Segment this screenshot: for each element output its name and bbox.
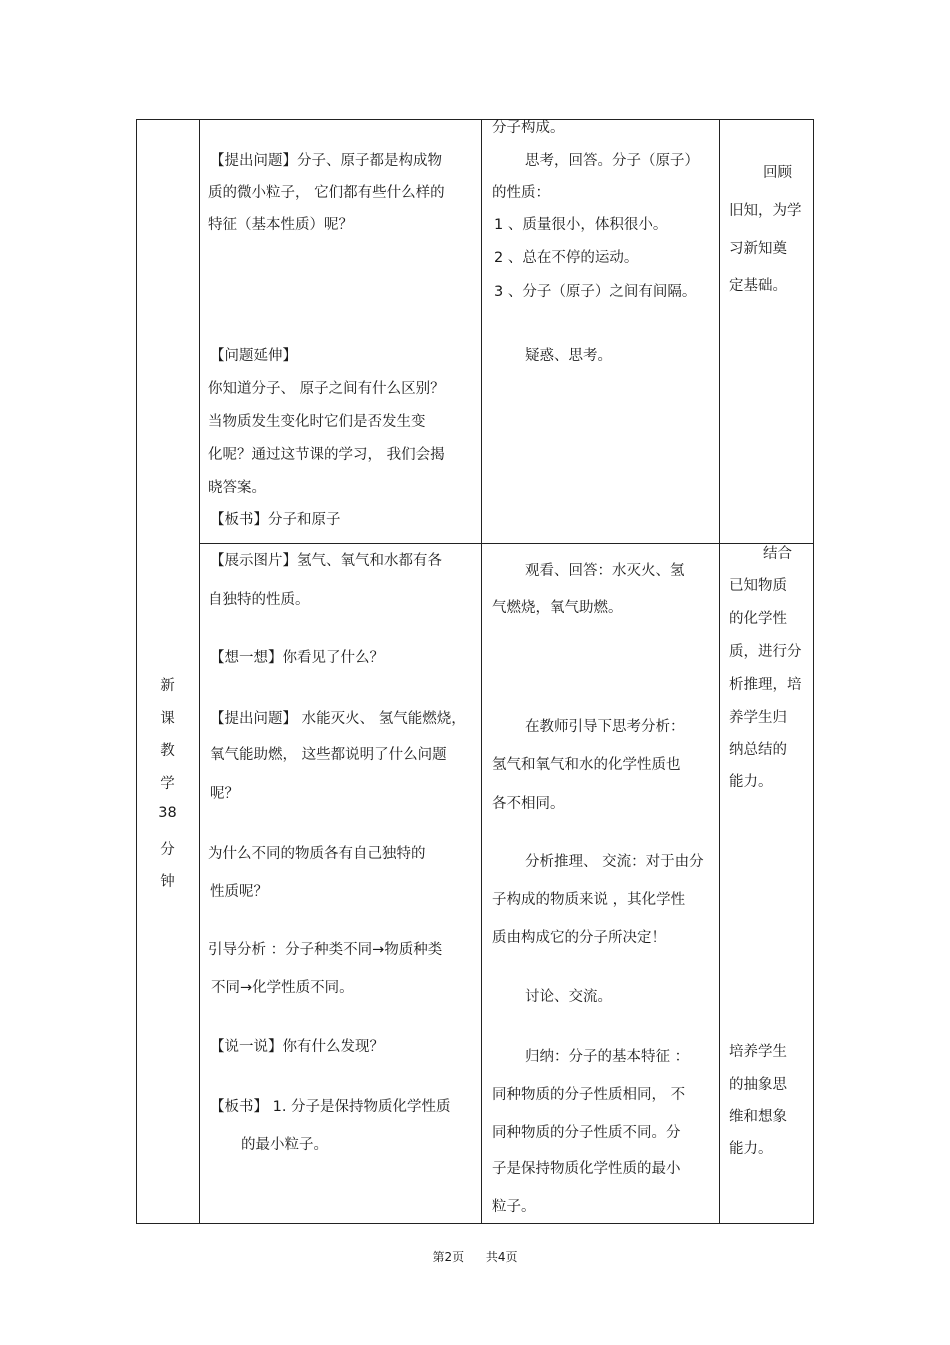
- student-line: 氢气和氧气和水的化学性质也: [492, 757, 681, 773]
- column-divider-2: [481, 119, 482, 1224]
- teacher-line: 引导分析 ：分子种类不同→物质种类: [208, 942, 443, 958]
- teacher-line: 为什么不同的物质各有自己独特的: [208, 846, 426, 862]
- intent-line: 质，进行分: [729, 644, 802, 660]
- teacher-line: 自独特的性质。: [208, 592, 310, 608]
- page-footer: [0, 1248, 950, 1265]
- student-line: 分析推理、 交流：对于由分: [525, 854, 704, 870]
- teacher-line: 化呢？通过这节课的学习， 我们会揭: [208, 447, 445, 463]
- intent-line: 回顾: [763, 165, 792, 181]
- teacher-line: 【板书】 1. 分子是保持物质化学性质: [210, 1099, 451, 1115]
- table-bottom-border: [136, 1223, 814, 1224]
- page-total: 共4页: [485, 1250, 518, 1264]
- teacher-line: 【提出问题】 水能灭火、 氢气能燃烧，: [210, 711, 466, 727]
- teacher-line: 【想一想】你看见了什么？: [210, 650, 384, 666]
- teacher-line: 【问题延伸】: [210, 348, 297, 364]
- student-line: 质由构成它的分子所决定！: [492, 930, 666, 946]
- student-line: 分子构成。: [492, 120, 565, 136]
- section-label-char: 教: [160, 743, 175, 759]
- teacher-line: 当物质发生变化时它们是否发生变: [208, 414, 426, 430]
- intent-line: 已知物质: [729, 578, 787, 594]
- table-top-border: [136, 119, 814, 120]
- intent-line: 旧知，为学: [729, 203, 802, 219]
- page-number: 第2页: [432, 1250, 465, 1264]
- column-divider-1: [199, 119, 200, 1224]
- section-label-char: 钟: [160, 874, 175, 890]
- section-label-char: 38: [158, 805, 177, 821]
- student-line: 气燃烧，氧气助燃。: [492, 600, 623, 616]
- section-label-char: 课: [160, 711, 175, 727]
- teacher-line: 呢？: [210, 786, 239, 802]
- student-line: 粒子。: [492, 1199, 536, 1215]
- student-line: 3 、分子（原子）之间有间隔。: [494, 284, 697, 300]
- teacher-line: 氧气能助燃， 这些都说明了什么问题: [210, 747, 447, 763]
- student-line: 同种物质的分子性质相同， 不: [492, 1087, 686, 1103]
- student-line: 归纳：分子的基本特征 ：: [525, 1049, 690, 1065]
- student-line: 2 、总在不停的运动。: [494, 250, 639, 266]
- teacher-line: 特征（基本性质）呢？: [208, 217, 353, 233]
- student-line: 疑惑、思考。: [525, 348, 612, 364]
- teacher-line: 的最小粒子。: [241, 1137, 328, 1153]
- teacher-line: 【提出问题】分子、原子都是构成物: [210, 153, 442, 169]
- student-line: 1 、质量很小，体积很小。: [494, 217, 668, 233]
- intent-line: 的抽象思: [729, 1077, 787, 1093]
- intent-line: 维和想象: [729, 1109, 787, 1125]
- section-label-char: 学: [160, 776, 175, 792]
- teacher-line: 【板书】分子和原子: [210, 512, 341, 528]
- table-left-border: [136, 119, 137, 1224]
- teacher-line: 晓答案。: [208, 480, 266, 496]
- intent-line: 的化学性: [729, 611, 787, 627]
- column-divider-3: [719, 119, 720, 1224]
- teacher-line: 【说一说】你有什么发现？: [210, 1039, 384, 1055]
- intent-line: 能力。: [729, 774, 773, 790]
- student-line: 子构成的物质来说 ，其化学性: [492, 892, 686, 908]
- intent-line: 培养学生: [729, 1044, 787, 1060]
- student-line: 各不相同。: [492, 796, 565, 812]
- intent-line: 纳总结的: [729, 742, 787, 758]
- intent-line: 养学生归: [729, 710, 787, 726]
- table-right-border: [813, 119, 814, 1224]
- section-label-char: 分: [160, 842, 175, 858]
- teacher-line: 质的微小粒子， 它们都有些什么样的: [208, 185, 445, 201]
- student-line: 子是保持物质化学性质的最小: [492, 1161, 681, 1177]
- student-line: 同种物质的分子性质不同。分: [492, 1125, 681, 1141]
- section-label-char: 新: [160, 678, 175, 694]
- intent-line: 结合: [763, 546, 792, 562]
- student-line: 思考，回答。分子（原子）: [525, 153, 699, 169]
- intent-line: 习新知奠: [729, 241, 787, 257]
- student-line: 在教师引导下思考分析：: [525, 719, 685, 735]
- teacher-line: 【展示图片】氢气、氧气和水都有各: [210, 553, 442, 569]
- intent-line: 定基础。: [729, 278, 787, 294]
- teacher-line: 性质呢？: [210, 884, 268, 900]
- teacher-line: 你知道分子、 原子之间有什么区别？: [208, 381, 445, 397]
- student-line: 讨论、交流。: [525, 989, 612, 1005]
- intent-line: 能力。: [729, 1141, 773, 1157]
- student-line: 的性质：: [492, 185, 550, 201]
- student-line: 观看、回答：水灭火、氢: [525, 563, 685, 579]
- teacher-line: 不同→化学性质不同。: [211, 980, 354, 996]
- row-divider: [199, 543, 814, 544]
- intent-line: 析推理，培: [729, 677, 802, 693]
